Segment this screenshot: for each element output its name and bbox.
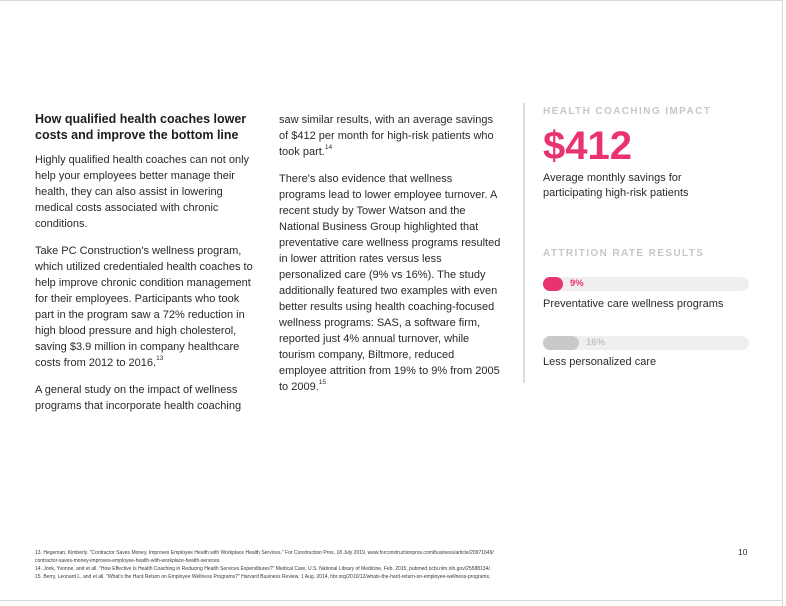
impact-caption: Average monthly savings for participating high-risk patients (543, 172, 689, 199)
attrition-bar-fill-less-personalized (543, 336, 579, 350)
page-border-bottom (0, 600, 783, 601)
footnote-ref-13: 13 (156, 355, 164, 363)
sidebar-divider (523, 103, 525, 383)
article-heading: How qualified health coaches lower costs and improve the bottom line (35, 112, 247, 142)
footnote-15: 15. Berry, Leonard L, and et all. "What's the Hard Return on Employee Wellness Programs?" Harvard Business Review, 1 Aug. 2014, hbr.org/2010/12/whats-the-hard-return-on-employee-wellness-programs. (35, 574, 491, 580)
impact-heading: HEALTH COACHING IMPACT (543, 106, 712, 117)
attrition-bar-track-less-personalized (543, 336, 749, 350)
page-border-right (782, 0, 783, 606)
footnotes (35, 549, 595, 581)
paragraph-intro: Highly qualified health coaches can not only help your employees better manage their health, they can also assist in lowering medical costs associated with chronic conditions. (35, 154, 250, 230)
footnote-ref-15: 15 (318, 379, 326, 387)
paragraph-general-study: A general study on the impact of wellness programs that incorporate health coaching (35, 384, 242, 412)
article-column-middle (279, 112, 501, 406)
footnote-13-continued: contractor-saves-money-improves-employee-health-with-workplace-health-services. (35, 558, 221, 564)
footnote-14: 14. Jonk, Yvonne, and et all. "How Effective Is Health Coaching in Reducing Health Services Expenditures?" Medical Care, U.S. National Library of Medicine, Feb. 2015, pubmed.ncbi.nlm.nih.gov/25588134/. (35, 566, 492, 572)
attrition-bar-track-preventative (543, 277, 749, 291)
attrition-bar-label-preventative: Preventative care wellness programs (543, 298, 724, 310)
page-border-top (0, 0, 782, 1)
attrition-heading: ATTRITION RATE RESULTS (543, 248, 705, 259)
article-column-left (35, 112, 253, 425)
footnote-ref-14: 14 (324, 144, 333, 152)
paragraph-turnover: There's also evidence that wellness programs lead to lower employee turnover. A recent study by Tower Watson and the National Business Group highlighted that preventative care wellness programs resulted in lower attrition rates versus less personalized care (9% vs 16%). The study additionally featured two examples with even better results using health coaching-focused wellness programs: SAS, a software firm, reported just 4% annual turnover, while tourism company, Biltmore, reduced employee attrition from 19% to 9% from 2005 to 2009.15 (279, 173, 501, 393)
attrition-bar-percent-less-personalized: 16% (586, 337, 606, 348)
attrition-bar-percent-preventative: 9% (570, 278, 584, 289)
page-number: 10 (738, 547, 748, 557)
attrition-bar-label-less-personalized: Less personalized care (543, 356, 657, 368)
attrition-bar-fill-preventative (543, 277, 563, 291)
paragraph-pc-construction: Take PC Construction's wellness program, which utilized credentialed health coaches to help improve chronic condition management for their employees. Participants who took part in the program saw a 72% reduction in high blood pressure and high cholesterol, saving $3.9 million in company healthcare costs from 2012 to 2016.13 (35, 245, 253, 369)
paragraph-similar-results: saw similar results, with an average savings of $412 per month for high-risk patients who took part.$^{14}$ (279, 114, 494, 158)
impact-value: $412 (543, 124, 632, 168)
footnote-13: 13. Hegeman, Kimberly. "Contractor Saves Money, Improves Employee Health with Workplace Health Services." For Construction Pros, 18 July 2019, www.forconstructionpros.com/business/article/20971649/ (35, 550, 494, 556)
